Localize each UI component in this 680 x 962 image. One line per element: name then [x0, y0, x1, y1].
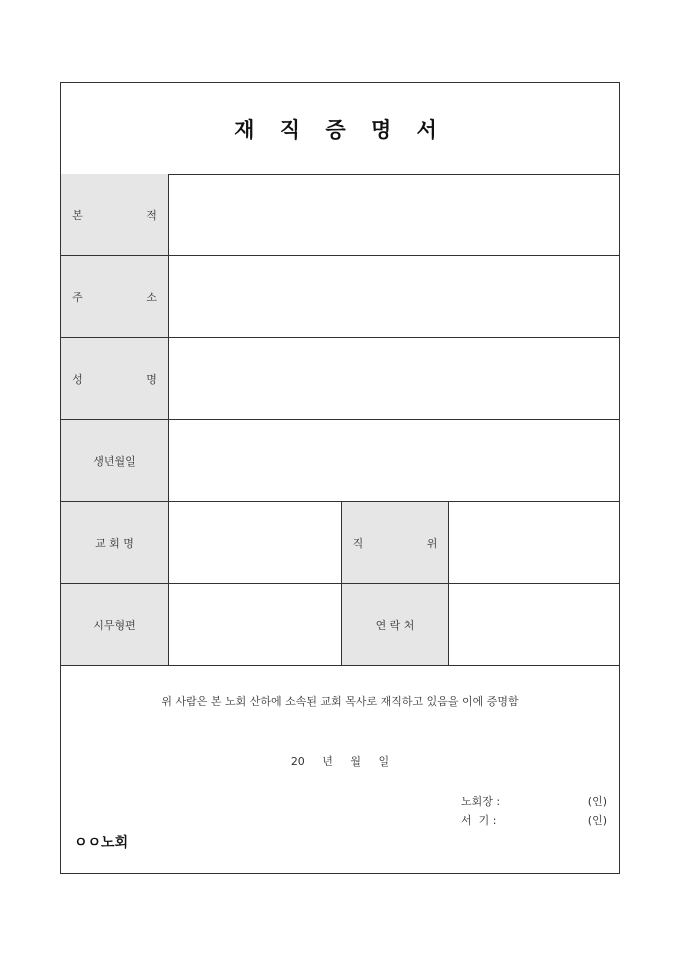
origin-label-cell	[61, 174, 187, 255]
position-label: 직 위	[352, 536, 468, 550]
address-field[interactable]	[169, 256, 619, 337]
assignment-label-cell	[61, 584, 169, 665]
certificate-form	[60, 82, 620, 874]
document-title: 재 직 증 명 서	[234, 116, 446, 142]
name-field[interactable]	[169, 338, 619, 419]
assignment-field[interactable]	[169, 584, 341, 665]
origin-field[interactable]	[169, 174, 619, 255]
position-field[interactable]	[449, 502, 619, 583]
origin-label: 본 적	[72, 208, 187, 222]
president-seal: (인)	[587, 795, 607, 808]
clerk-seal: (인)	[587, 814, 607, 827]
address-label: 주 소	[72, 290, 187, 304]
contact-field[interactable]	[449, 584, 619, 665]
row-church-position	[61, 502, 619, 584]
row-assignment-contact	[61, 584, 619, 666]
organization-name: ㅇㅇ노회	[74, 835, 129, 851]
church-field[interactable]	[169, 502, 341, 583]
contact-label: 연 락 처	[375, 618, 415, 632]
title-row	[61, 83, 619, 175]
church-label-cell	[61, 502, 169, 583]
birthdate-label-cell	[61, 420, 169, 501]
contact-label-cell	[341, 584, 449, 665]
clerk-role: 서 기 :	[461, 814, 497, 827]
signature-line-president	[461, 793, 607, 809]
signature-line-clerk	[461, 812, 607, 828]
row-address	[61, 256, 619, 338]
assignment-label: 시무형편	[93, 618, 136, 632]
birthdate-field[interactable]	[169, 420, 619, 501]
birthdate-label: 생년월일	[93, 454, 136, 468]
name-label: 성 명	[72, 372, 187, 386]
address-label-cell	[61, 256, 187, 337]
row-origin	[61, 174, 619, 256]
row-birthdate	[61, 420, 619, 502]
row-name	[61, 338, 619, 420]
position-label-cell	[341, 502, 468, 583]
church-label: 교 회 명	[95, 536, 134, 550]
name-label-cell	[61, 338, 187, 419]
date-line: 20 년 월 일	[290, 755, 390, 768]
certification-statement: 위 사람은 본 노회 산하에 소속된 교회 목사로 재직하고 있음을 이에 증명함	[161, 695, 519, 708]
president-role: 노회장 :	[461, 795, 501, 808]
